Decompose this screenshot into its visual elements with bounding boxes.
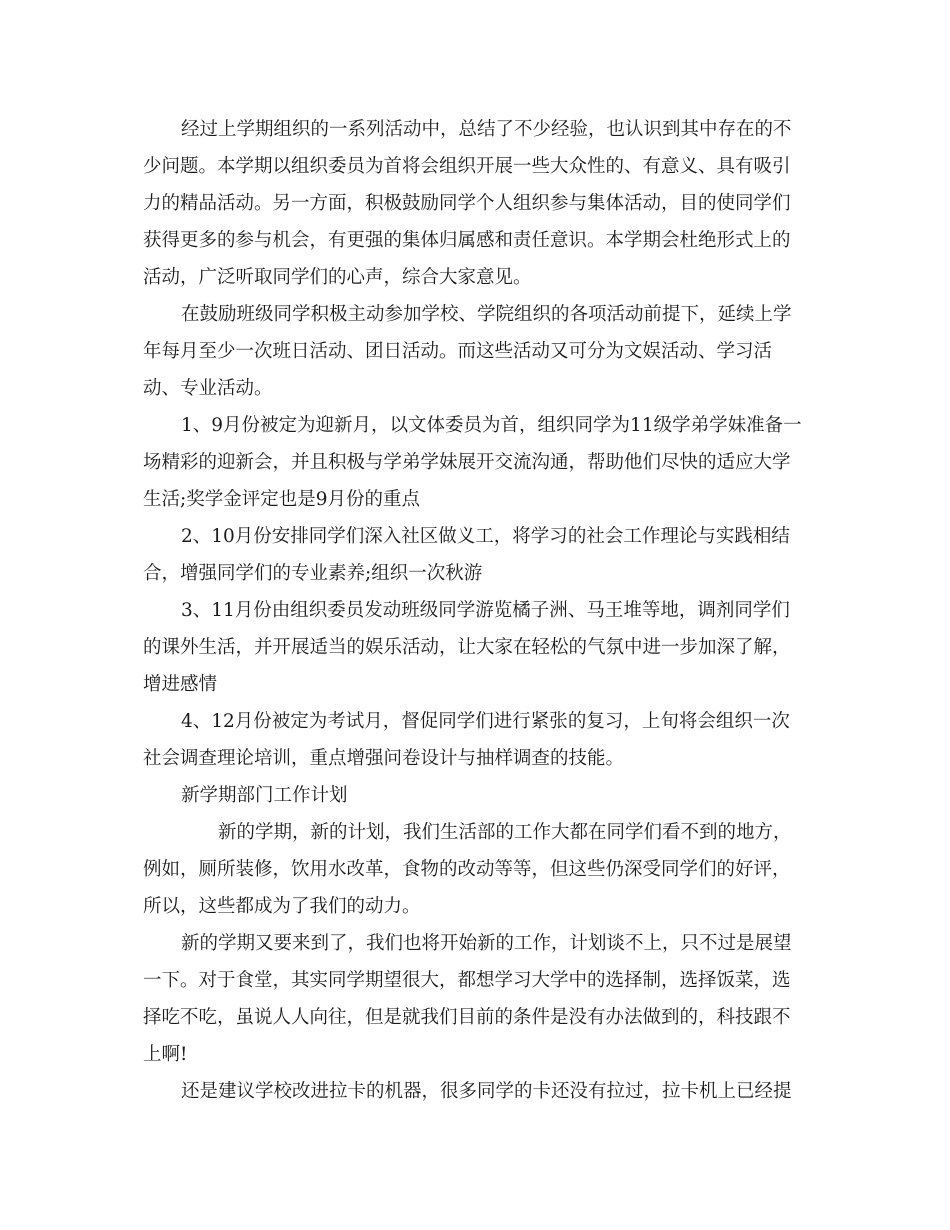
text-line: 社会调查理论培训，重点增强问卷设计与抽样调查的技能。 bbox=[143, 748, 625, 769]
text-line: 场精彩的迎新会，并且积极与学弟学妹展开交流沟通，帮助他们尽快的适应大学 bbox=[143, 452, 791, 473]
text-line: 3、11月份由组织委员发动班级同学游览橘子洲、马王堆等地，调剂同学们 bbox=[181, 600, 790, 621]
section-heading: 新学期部门工作计划 bbox=[181, 785, 348, 806]
text-line: 择吃不吃，虽说人人向往，但是就我们目前的条件是没有办法做到的，科技跟不 bbox=[143, 1007, 791, 1028]
text-line: 动、专业活动。 bbox=[143, 378, 273, 399]
text-line: 4、12月份被定为考试月，督促同学们进行紧张的复习，上旬将会组织一次 bbox=[181, 711, 790, 732]
text-line: 活动，广泛听取同学们的心声，综合大家意见。 bbox=[143, 267, 532, 288]
text-line: 所以，这些都成为了我们的动力。 bbox=[143, 896, 421, 917]
text-line: 获得更多的参与机会，有更强的集体归属感和责任意识。本学期会杜绝形式上的 bbox=[143, 230, 791, 251]
text-line: 例如，厕所装修，饮用水改革，食物的改动等等，但这些仍深受同学们的好评， bbox=[143, 859, 791, 880]
text-line: 年每月至少一次班日活动、团日活动。而这些活动又可分为文娱活动、学习活 bbox=[143, 341, 773, 362]
text-line: 上啊! bbox=[143, 1044, 188, 1065]
text-line: 新的学期又要来到了，我们也将开始新的工作，计划谈不上，只不过是展望 bbox=[181, 933, 792, 954]
text-line: 1、9月份被定为迎新月，以文体委员为首，组织同学为11级学弟学妹准备一 bbox=[181, 415, 802, 436]
text-line: 的课外生活，并开展适当的娱乐活动，让大家在轻松的气氛中进一步加深了解， bbox=[143, 637, 791, 658]
text-line: 新的学期，新的计划，我们生活部的工作大都在同学们看不到的地方， bbox=[218, 822, 792, 843]
text-line: 还是建议学校改进拉卡的机器，很多同学的卡还没有拉过，拉卡机上已经提 bbox=[181, 1081, 792, 1102]
text-line: 经过上学期组织的一系列活动中，总结了不少经验，也认识到其中存在的不 bbox=[181, 119, 792, 140]
text-line: 生活;奖学金评定也是9月份的重点 bbox=[143, 489, 421, 510]
text-line: 力的精品活动。另一方面，积极鼓励同学个人组织参与集体活动，目的使同学们 bbox=[143, 193, 791, 214]
text-line: 增进感情 bbox=[143, 674, 218, 695]
text-line: 2、10月份安排同学们深入社区做义工，将学习的社会工作理论与实践相结 bbox=[181, 526, 790, 547]
text-line: 少问题。本学期以组织委员为首将会组织开展一些大众性的、有意义、具有吸引 bbox=[143, 156, 791, 177]
text-line: 合，增强同学们的专业素养;组织一次秋游 bbox=[143, 563, 483, 584]
text-line: 一下。对于食堂，其实同学期望很大，都想学习大学中的选择制，选择饭菜，选 bbox=[143, 970, 791, 991]
text-line: 在鼓励班级同学积极主动参加学校、学院组织的各项活动前提下，延续上学 bbox=[181, 304, 792, 325]
